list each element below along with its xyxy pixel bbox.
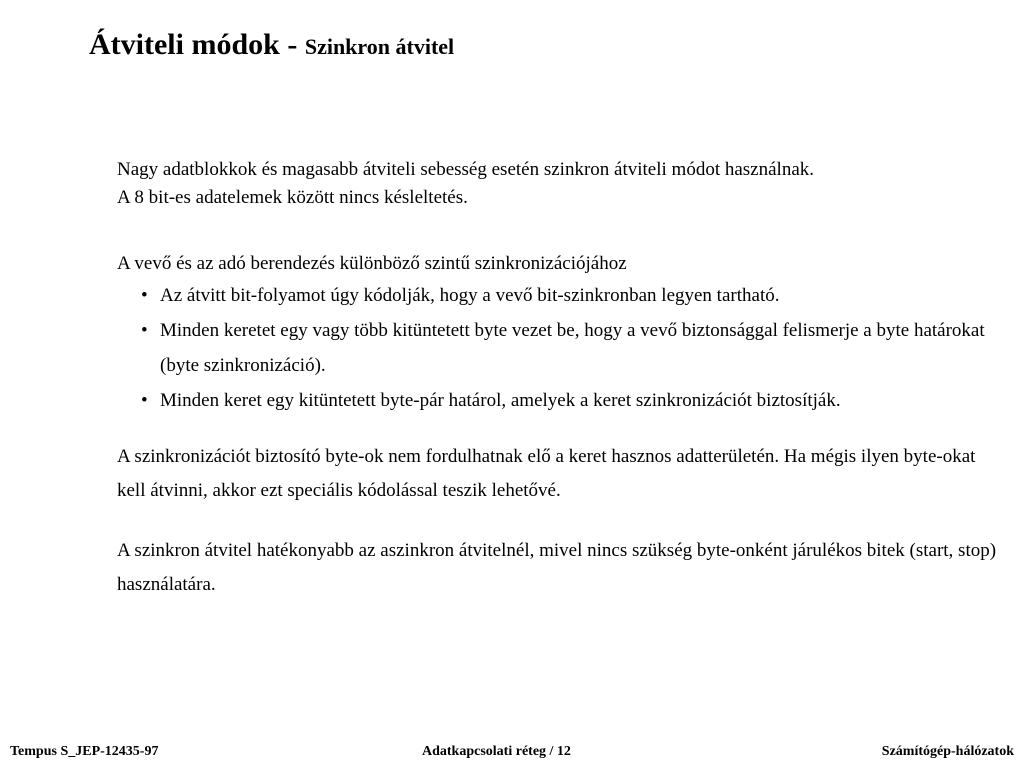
bullet-item <box>117 278 997 313</box>
paragraph-intro <box>117 156 997 212</box>
slide-title-main: Átviteli módok - <box>89 28 305 61</box>
bullet-item-text: Minden keret egy kitüntetett byte-pár határol, amelyek a keret szinkronizációt biztosítják. <box>160 390 841 411</box>
footer-page-info: Adatkapcsolati réteg / 12 <box>422 744 571 759</box>
paragraph-efficiency: A szinkron átvitel hatékonyabb az aszinkron átvitelnél, mivel nincs szükség byte-onként járulékos bitek (start, stop) használatára. <box>117 540 997 595</box>
bullet-glyph: • <box>141 285 148 306</box>
paragraph-sync-levels: A vevő és az adó berendezés különböző szintű szinkronizációjához <box>117 253 627 274</box>
slide-title-subtitle: Szinkron átvitel <box>304 34 455 59</box>
paragraph-intro-line-2: A 8 bit-es adatelemek között nincs késleltetés. <box>117 187 468 208</box>
slide-body <box>117 156 997 602</box>
bullet-item <box>117 383 997 418</box>
bullet-item-text: Az átvitt bit-folyamot úgy kódolják, hogy a vevő bit-szinkronban legyen tartható. <box>160 285 780 306</box>
bullet-item-text: Minden keretet egy vagy több kitüntetett byte vezet be, hogy a vevő biztonsággal felismerje a byte határokat (byte szinkronizáció). <box>160 320 985 376</box>
slide-title <box>89 24 454 63</box>
footer-right-text: Számítógép-hálózatok <box>881 744 1014 759</box>
footer-left-text: Tempus S_JEP-12435-97 <box>10 744 159 759</box>
bullet-list <box>117 278 997 418</box>
paragraph-intro-line-1: Nagy adatblokkok és magasabb átviteli sebesség esetén szinkron átviteli módot használnak. <box>117 159 814 180</box>
bullet-glyph: • <box>141 390 148 411</box>
bullet-item <box>117 313 997 383</box>
bullet-glyph: • <box>141 320 148 341</box>
paragraph-sync-bytes: A szinkronizációt biztosító byte-ok nem fordulhatnak elő a keret hasznos adatterületén. Ha mégis ilyen byte-okat kell átvinni, akkor ezt speciális kódolással teszik lehetővé. <box>117 446 976 501</box>
